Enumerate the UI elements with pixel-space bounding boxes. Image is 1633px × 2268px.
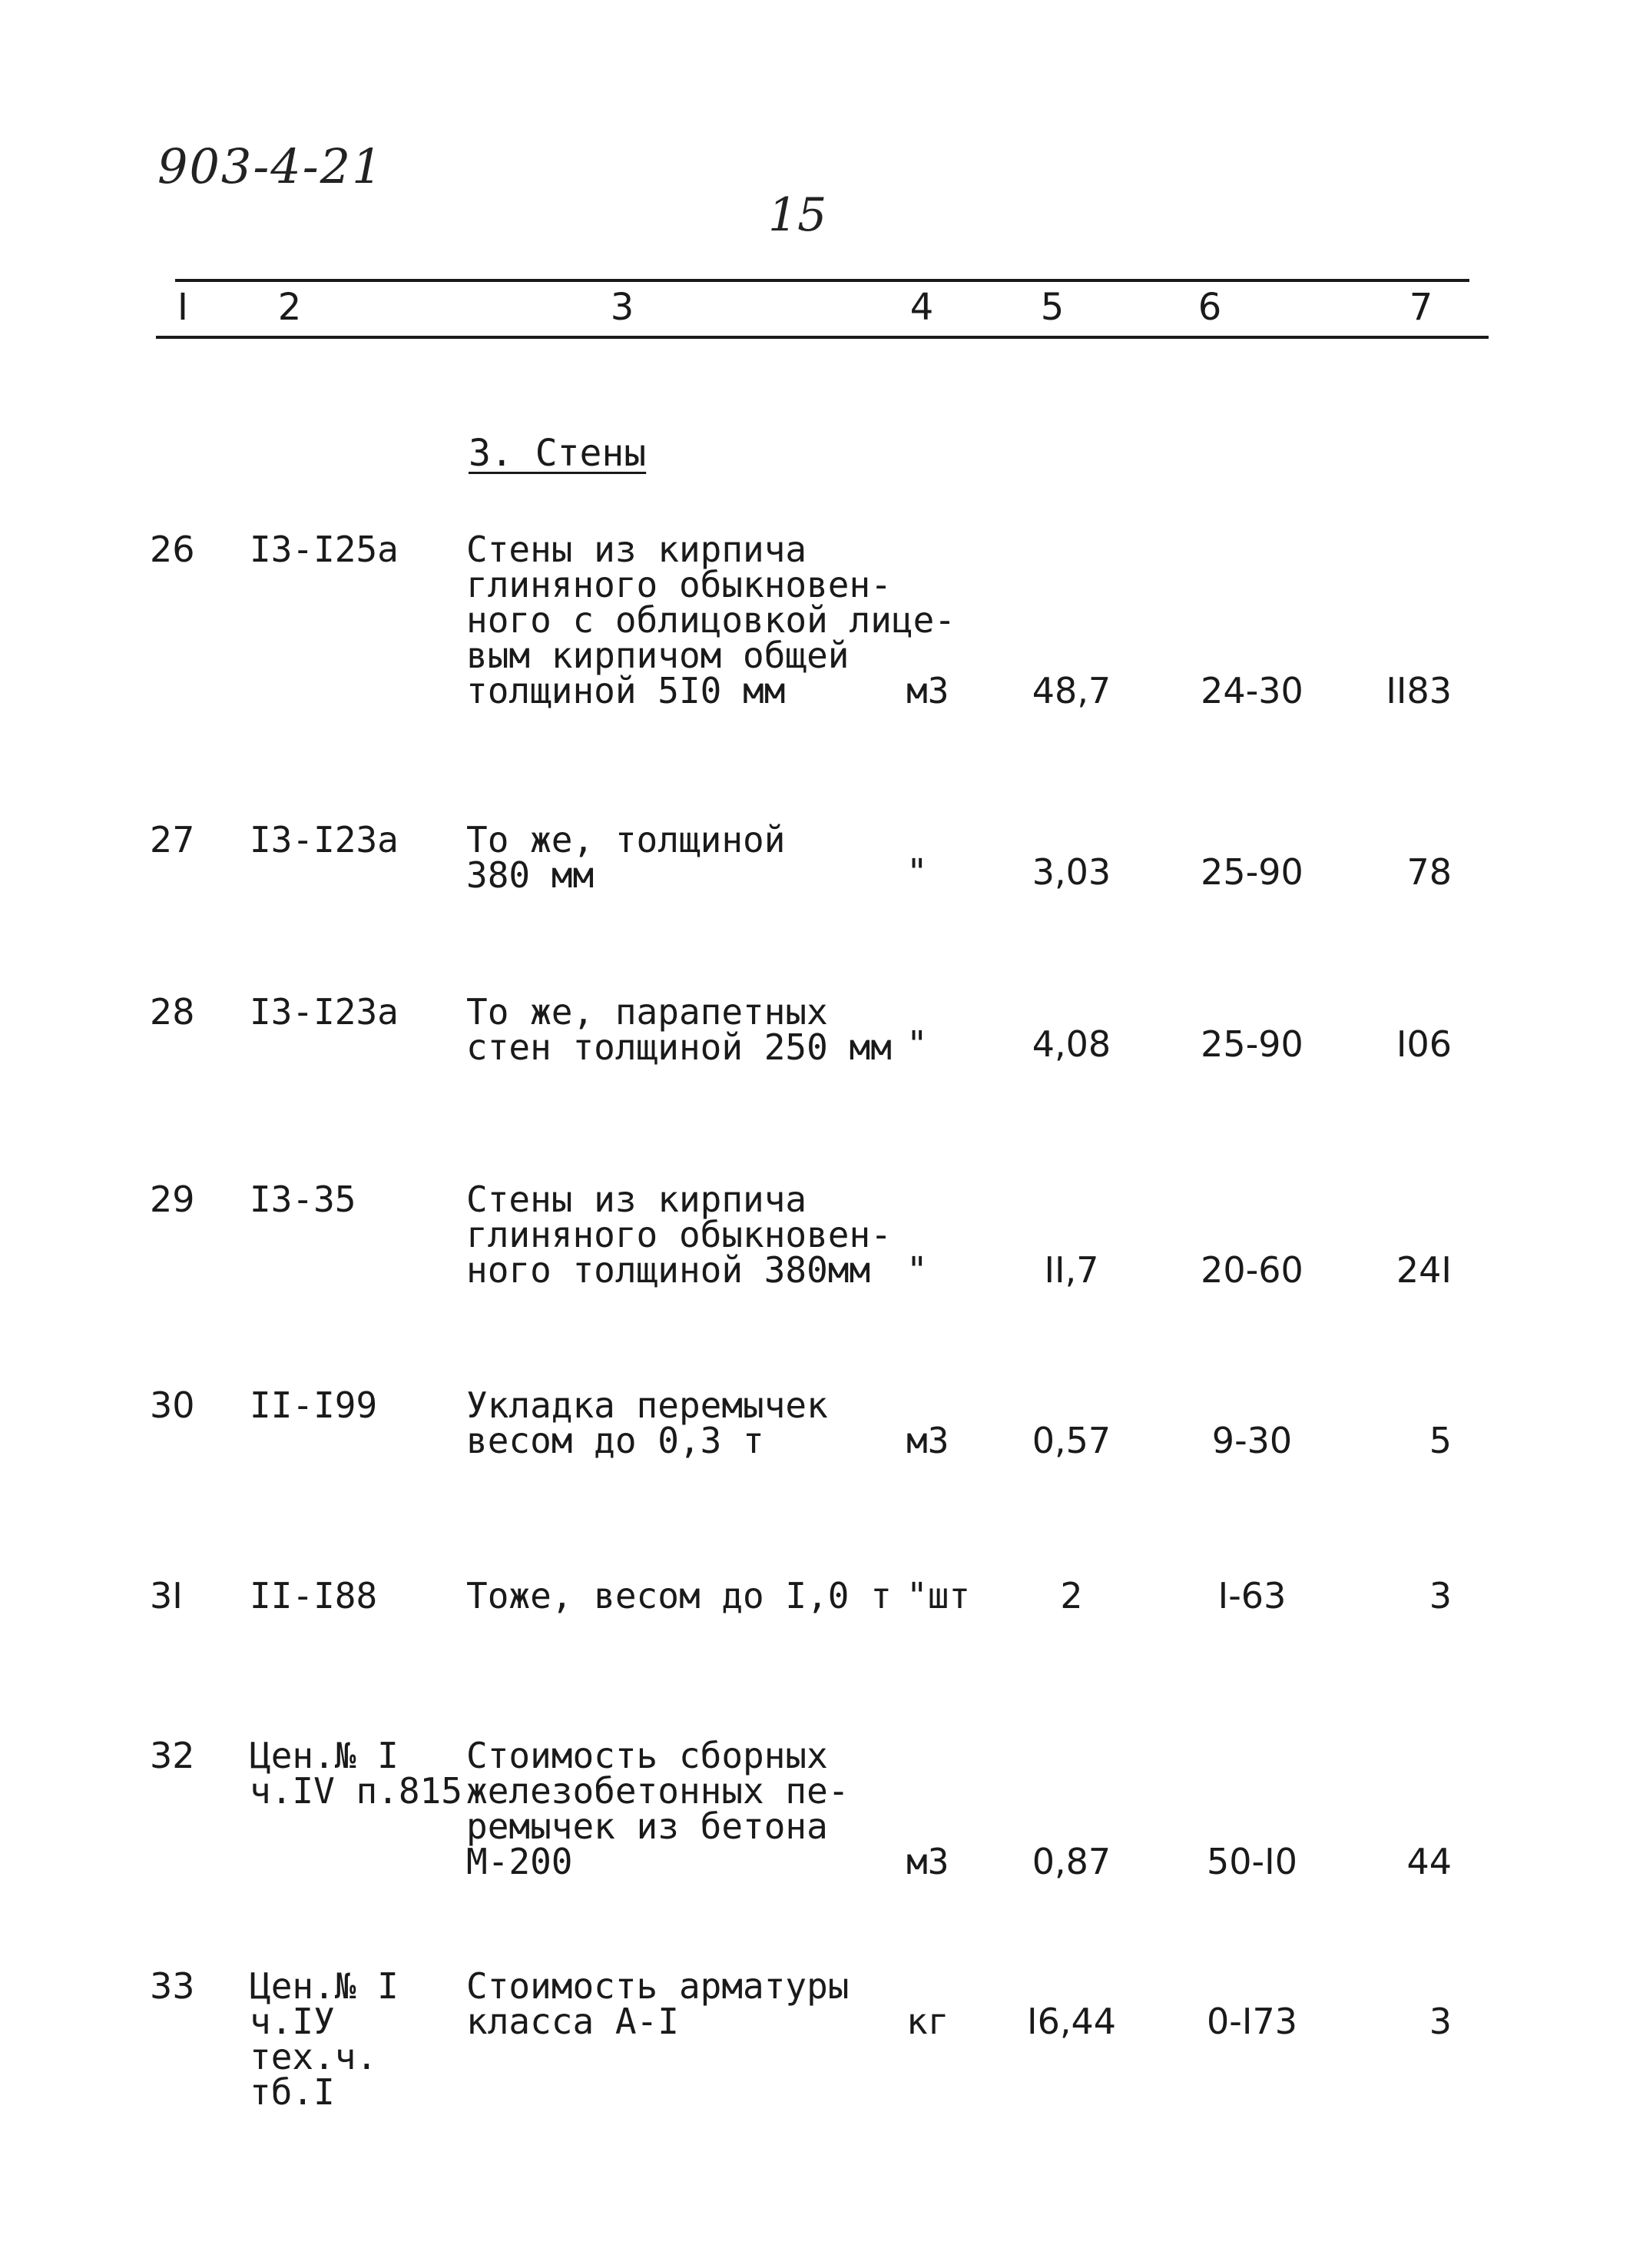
row-total: I06 <box>1396 1023 1452 1065</box>
column-header-2: 2 <box>277 286 302 329</box>
row-number: 30 <box>150 1384 195 1426</box>
section-title: 3. Стены <box>469 432 647 475</box>
column-header-1: I <box>177 286 189 329</box>
column-header-3: 3 <box>610 286 634 329</box>
row-total: II83 <box>1386 670 1452 711</box>
row-unit: м3 <box>906 1420 949 1461</box>
row-code: Цен.№ I ч.IV п.815 <box>250 1735 462 1812</box>
row-quantity: 3,03 <box>1032 851 1111 893</box>
row-number: 27 <box>150 819 195 860</box>
row-total: 78 <box>1406 851 1452 893</box>
row-unit-price: 25-90 <box>1201 1023 1303 1065</box>
row-unit: " <box>906 851 928 893</box>
row-total: 3 <box>1429 2001 1452 2042</box>
row-code: I3-35 <box>250 1179 356 1220</box>
column-header-4: 4 <box>909 286 934 329</box>
column-header-6: 6 <box>1197 286 1222 329</box>
row-quantity: 2 <box>1060 1575 1083 1616</box>
row-code: II-I88 <box>250 1575 378 1616</box>
row-total: 3 <box>1429 1575 1452 1616</box>
row-number: 33 <box>150 1965 195 2007</box>
row-unit-price: 0-I73 <box>1207 2001 1297 2042</box>
row-number: 29 <box>150 1179 195 1220</box>
row-code: I3-I25a <box>250 529 399 570</box>
row-unit-price: I-63 <box>1217 1575 1287 1616</box>
page-number: 15 <box>768 188 827 242</box>
row-description: Укладка перемычек весом до 0,3 т <box>466 1384 828 1461</box>
row-total: 5 <box>1429 1420 1452 1461</box>
row-description: Стоимость арматуры класса А-I <box>466 1965 850 2042</box>
row-number: 3I <box>150 1575 183 1616</box>
row-description: Стоимость сборных железобетонных пе- ремычек из бетона М-200 <box>466 1735 850 1882</box>
row-description: Стены из кирпича глиняного обыкновен- ного толщиной 380мм <box>466 1179 892 1291</box>
row-quantity: 0,87 <box>1032 1841 1111 1882</box>
row-unit: м3 <box>906 1841 949 1882</box>
row-unit-price: 20-60 <box>1201 1249 1303 1291</box>
row-code: II-I99 <box>250 1384 378 1426</box>
row-code: I3-I23a <box>250 991 399 1033</box>
row-description: То же, толщиной 380 мм <box>466 819 786 896</box>
row-unit: " <box>906 1023 928 1065</box>
row-code: I3-I23a <box>250 819 399 860</box>
row-code: Цен.№ I ч.IУ тех.ч. тб.I <box>250 1965 399 2113</box>
row-number: 28 <box>150 991 195 1033</box>
row-unit-price: 9-30 <box>1211 1420 1293 1461</box>
row-unit: м3 <box>906 670 949 711</box>
row-unit-price: 25-90 <box>1201 851 1303 893</box>
row-total: 24I <box>1396 1249 1452 1291</box>
row-description: Стены из кирпича глиняного обыкновен- ного с облицовкой лице- вым кирпичом общей толщиной 5I0 мм <box>466 529 956 711</box>
row-number: 32 <box>150 1735 195 1776</box>
document-code: 903-4-21 <box>157 138 384 194</box>
row-quantity: I6,44 <box>1027 2001 1116 2042</box>
row-description: Тоже, весом до I,0 т <box>466 1575 892 1616</box>
row-unit: кг <box>906 2001 949 2042</box>
table-header-top-rule <box>175 279 1469 282</box>
row-number: 26 <box>150 529 195 570</box>
row-unit: " <box>906 1249 928 1291</box>
row-unit-price: 24-30 <box>1201 670 1303 711</box>
row-quantity: 4,08 <box>1032 1023 1111 1065</box>
row-quantity: 0,57 <box>1032 1420 1111 1461</box>
column-header-7: 7 <box>1409 286 1433 329</box>
row-total: 44 <box>1406 1841 1452 1882</box>
table-header-bottom-rule <box>156 336 1489 339</box>
row-quantity: 48,7 <box>1032 670 1111 711</box>
column-header-5: 5 <box>1040 286 1065 329</box>
row-description: То же, парапетных стен толщиной 250 мм <box>466 991 892 1068</box>
row-unit-price: 50-I0 <box>1207 1841 1297 1882</box>
row-unit: "шт <box>906 1575 971 1616</box>
row-quantity: II,7 <box>1044 1249 1099 1291</box>
